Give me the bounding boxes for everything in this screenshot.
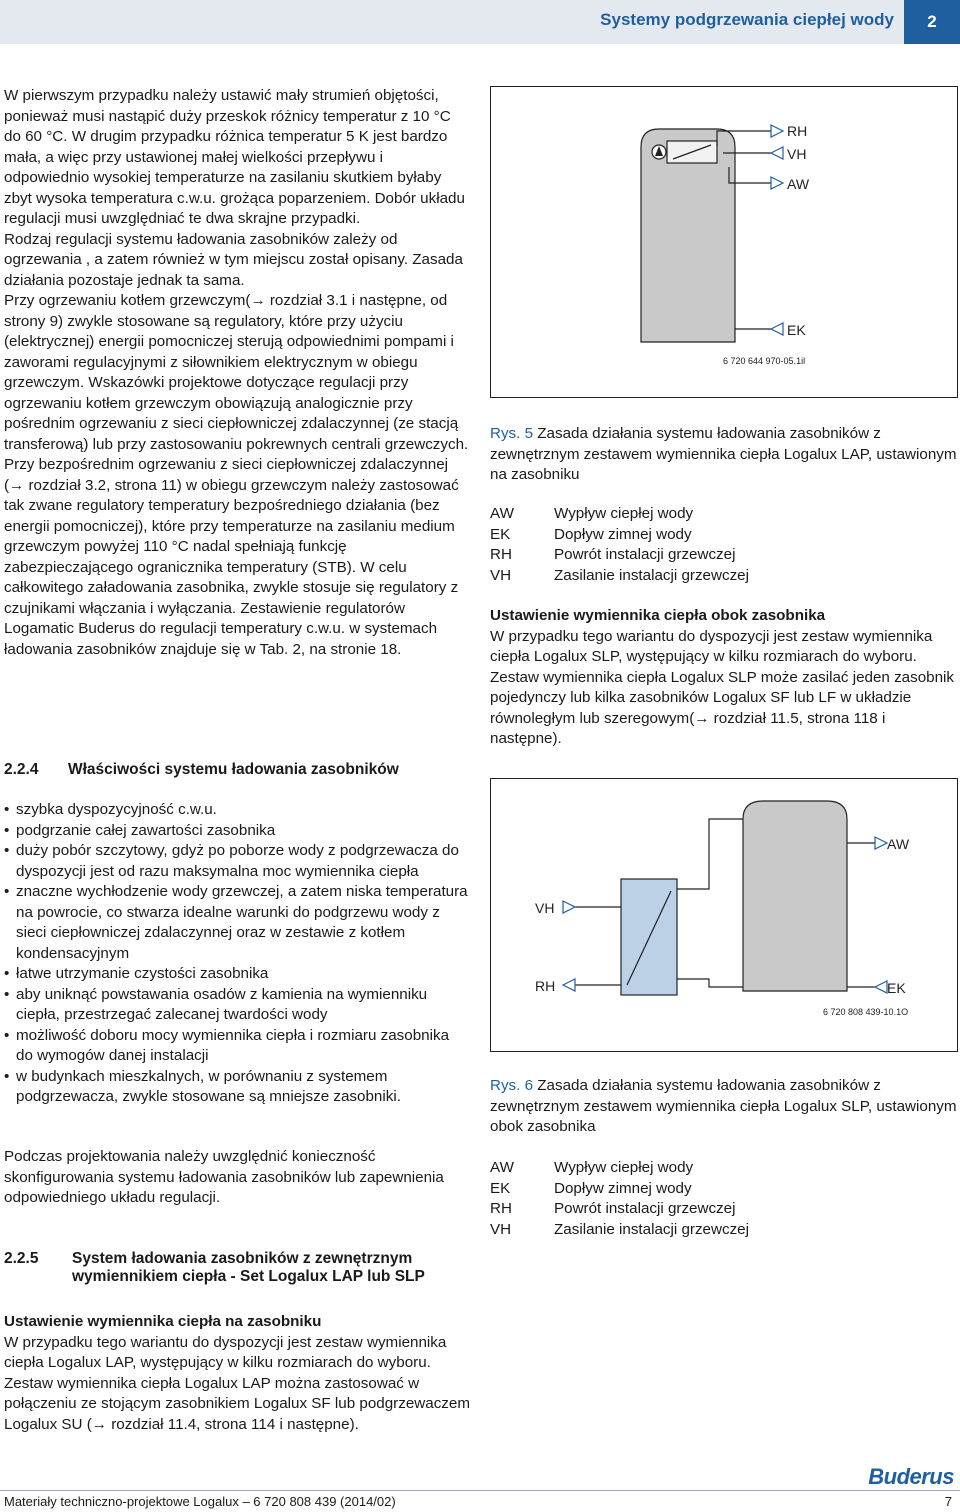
- paragraph: W przypadku tego wariantu do dyspozycji jest zestaw wymiennika ciepła Logalux LAP, występujący w kilku rozmiarach do wyboru. Zestaw wymiennika ciepła Logalux LAP można zastosować w połączeniu ze stojącym zasobnikiem Logalux SF lub podgrzewaczem Logalux SU (→ rozdział 11.4, strona 114 i następne).: [4, 1333, 470, 1433]
- page-number: 7: [944, 1494, 952, 1509]
- list-item: • możliwość doboru mocy wymiennika ciepła i rozmiaru zasobnika do wymogów danej instalacji: [4, 1026, 470, 1067]
- chapter-number: 2: [904, 0, 960, 44]
- legend-row: EK Dopływ zimnej wody: [490, 1179, 692, 1197]
- section-title: System ładowania zasobników z zewnętrznym wymiennikiem ciepła - Set Logalux LAP lub SLP: [72, 1250, 425, 1285]
- section-number: 2.2.5: [4, 1250, 39, 1267]
- figure-5-diagram: [491, 87, 957, 397]
- paragraph: Rodzaj regulacji systemu ładowania zasobników zależy od ogrzewania , a zatem również w tym miejscu został opisany. Zasada działania pozostaje jednak ta sama.: [4, 230, 463, 289]
- caption-label: Rys. 5: [490, 425, 534, 442]
- legend-row: RH Powrót instalacji grzewczej: [490, 1200, 736, 1217]
- legend-row: EK Dopływ zimnej wody: [490, 525, 692, 543]
- paragraph: Przy ogrzewaniu kotłem grzewczym(→ rozdział 3.1 i następne, od strony 9) zwykle stosowane są regulatory, które przy użyciu (elektrycznej) energii pomocniczej sterują odpowiednimi pompami i zaworami regulacyjnymi z siłownikiem elektrycznym w obiegu grzewczym. Wskazówki projektowe dotyczące regulacji przy ogrzewaniu kotłem grzewczym obowiązują analogicznie przy pośrednim ogrzewaniu z sieci ciepłowniczej zdalaczynnej (ze stacją transferową) lub przy zastosowaniu pokrewnych centrali grzewczych. Przy bezpośrednim ogrzewaniu z sieci ciepłowniczej zdalaczynnej (→ rozdział 3.2, strona 11) w obiegu grzewczym należy zastosować tak zwane regulatory temperatury bezpośredniego działania (bez energii pomocniczej), które przy temperaturze na zasilaniu medium grzewczym powyżej 110 °C nadal spełniają funkcję zabezpieczającego ogranicznika temperatury (STB). W celu całkowitego załadowania zasobnika, zwykle stosuje się regulatory z czujnikami włączania i wyłączania. Zestawienie regulatorów Logamatic Buderus do regulacji temperatury c.w.u. w systemach ładowania zasobników znajduje się w Tab. 2, na stronie 18.: [4, 292, 469, 658]
- paragraph: W pierwszym przypadku należy ustawić mały strumień objętości, ponieważ musi nastąpić duży przeskok różnicy temperatur z 10 °C do 60 °C. W drugim przypadku różnica temperatur 5 K jest bardzo mała, a więc przy ustawionej małej wielkości przepływu i odpowiednio wysokiej temperaturze na zasilaniu skutkiem byłaby zbyt wysoka temperatura c.w.u. grożąca poparzeniem. Dobór układu regulacji musi uwzględniać te dwa skrajne przypadki.: [4, 87, 465, 227]
- list-item: • duży pobór szczytowy, gdyż po poborze wody z podgrzewacza do dyspozycji jest od razu maksymalna moc wymiennika ciepła: [4, 841, 470, 882]
- section-heading-224: [4, 760, 470, 781]
- slp-section: [490, 606, 958, 750]
- sub-heading: Ustawienie wymiennika ciepła na zasobniku: [4, 1313, 322, 1330]
- list-item: • znaczne wychłodzenie wody grzewczej, a zatem niska temperatura na powrocie, co stwarza idealne warunki do podgrzewu wody z sieci ciepłowniczej zdalaczynnej oraz w zestawie z kotłem kondensacyjnym: [4, 882, 470, 964]
- label-ek: EK: [787, 322, 806, 338]
- caption-label: Rys. 6: [490, 1077, 534, 1094]
- figure-code: 6 720 644 970-05.1il: [723, 356, 806, 366]
- figure-code: 6 720 808 439-10.1O: [823, 1007, 909, 1017]
- properties-list: [4, 800, 470, 1108]
- footer-divider: [0, 1490, 960, 1491]
- label-ek: EK: [887, 980, 906, 996]
- section-number: 2.2.4: [4, 761, 39, 778]
- legend-row: AW Wypływ ciepłej wody: [490, 1159, 694, 1176]
- caption-text: Zasada działania systemu ładowania zasobników z zewnętrznym zestawem wymiennika ciepła Logalux SLP, ustawionym obok zasobnika: [490, 1077, 957, 1135]
- storage-tank: [743, 801, 847, 991]
- sub-heading: Ustawienie wymiennika ciepła obok zasobnika: [490, 607, 826, 624]
- figure-5-legend: [490, 504, 958, 586]
- lap-section: [4, 1312, 470, 1435]
- figure-6-diagram: [491, 779, 957, 1051]
- footer-document-info: Materiały techniczno-projektowe Logalux – 6 720 808 439 (2014/02): [4, 1494, 396, 1509]
- label-vh: VH: [787, 146, 807, 162]
- legend-row: AW Wypływ ciepłej wody: [490, 505, 694, 522]
- section-heading-225: [4, 1250, 470, 1286]
- label-aw: AW: [887, 836, 910, 852]
- paragraph-design-note: Podczas projektowania należy uwzględnić konieczność skonfigurowania systemu ładowania zasobników lub zapewnienia odpowiedniego układu regulacji.: [4, 1148, 444, 1206]
- figure-5-caption: [490, 424, 958, 486]
- label-rh: RH: [535, 978, 556, 994]
- label-vh: VH: [535, 900, 555, 916]
- legend-row: VH Zasilanie instalacji grzewczej: [490, 566, 749, 584]
- paragraph: W przypadku tego wariantu do dyspozycji jest zestaw wymiennika ciepła Logalux SLP, występujący w kilku rozmiarach do wyboru. Zestaw wymiennika ciepła Logalux SLP może zasilać jeden zasobnik pojedynczy lub kilka zasobników Logalux SF lub LF w układzie równoległym lub szeregowym(→ rozdział 11.5, strona 118 i następne).: [490, 627, 955, 747]
- list-item: • aby uniknąć powstawania osadów z kamienia na wymienniku ciepła, przestrzegać zalecanej twardości wody: [4, 985, 470, 1026]
- header-title: Systemy podgrzewania ciepłej wody: [600, 10, 894, 29]
- section-title: Właściwości systemu ładowania zasobników: [68, 761, 399, 778]
- figure-6-frame: [490, 778, 958, 1052]
- caption-text: Zasada działania systemu ładowania zasobników z zewnętrznym zestawem wymiennika ciepła Logalux LAP, ustawionym na zasobniku: [490, 425, 957, 483]
- buderus-logo: Buderus: [868, 1464, 954, 1489]
- list-item: • łatwe utrzymanie czystości zasobnika: [4, 964, 470, 985]
- figure-6-caption: [490, 1076, 958, 1138]
- figure-6-legend: [490, 1158, 958, 1240]
- list-item: • szybka dyspozycyjność c.w.u.: [4, 800, 470, 821]
- legend-row: VH Zasilanie instalacji grzewczej: [490, 1220, 749, 1238]
- label-rh: RH: [787, 123, 808, 139]
- left-intro: [4, 86, 470, 660]
- label-aw: AW: [787, 176, 810, 192]
- list-item: • w budynkach mieszkalnych, w porównaniu z systemem podgrzewacza, zwykle stosowane są mniejsze zasobniki.: [4, 1067, 470, 1108]
- legend-row: RH Powrót instalacji grzewczej: [490, 546, 736, 563]
- figure-5-frame: [490, 86, 958, 398]
- list-item: • podgrzanie całej zawartości zasobnika: [4, 821, 470, 842]
